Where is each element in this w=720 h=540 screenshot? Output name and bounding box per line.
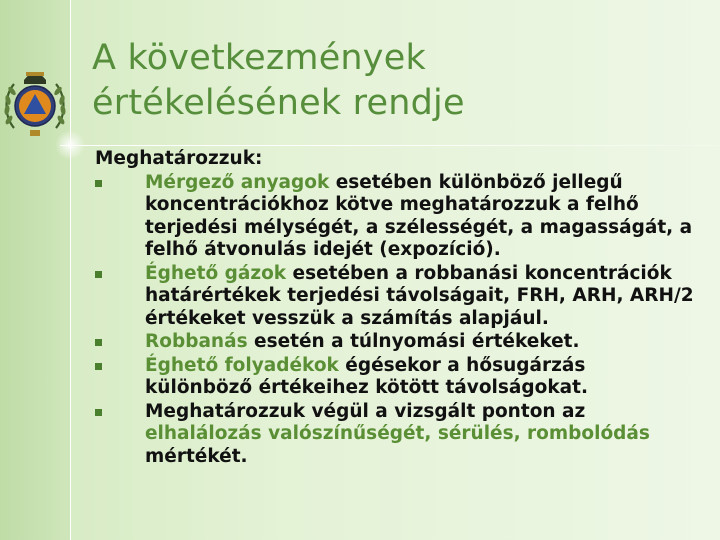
bullet-prefix: Meghatározzuk végül a vizsgált ponton az bbox=[145, 400, 586, 422]
intro-text: Meghatározzuk: bbox=[95, 148, 263, 169]
title-line-1: A következmények bbox=[92, 38, 426, 78]
bullet-list bbox=[95, 172, 695, 469]
bullet-text: égésekor a hősugárzás különböző értékeihez kötött távolságokat. bbox=[145, 354, 588, 398]
bullet-square-icon bbox=[95, 271, 102, 278]
list-item bbox=[95, 401, 695, 469]
bullet-highlight: Éghető folyadékok bbox=[145, 354, 339, 376]
title-line-2: értékelésének rendje bbox=[92, 83, 465, 123]
slide-title bbox=[92, 36, 465, 126]
bullet-text: esetén a túlnyomási értékeket. bbox=[247, 331, 580, 352]
civil-defense-emblem-icon bbox=[0, 60, 70, 140]
list-item bbox=[95, 331, 695, 354]
list-item bbox=[95, 172, 695, 262]
bullet-square-icon bbox=[95, 363, 102, 370]
bullet-highlight: Mérgező anyagok bbox=[145, 171, 330, 193]
bullet-highlight: elhalálozás valószínűségét, sérülés, rombolódás bbox=[145, 423, 650, 444]
horizontal-divider bbox=[60, 145, 720, 146]
slide-body bbox=[95, 148, 695, 469]
bullet-square-icon bbox=[95, 339, 102, 346]
bullet-square-icon bbox=[95, 180, 102, 187]
bullet-text: mértékét. bbox=[145, 445, 248, 467]
bullet-text: esetében a robbanási koncentrációk határértékek terjedési távolságait, FRH, ARH, ARH/2 értékeket vesszük a számítás alapjául. bbox=[145, 262, 694, 329]
bullet-square-icon bbox=[95, 409, 102, 416]
bullet-highlight: Éghető gázok bbox=[145, 262, 287, 284]
list-item bbox=[95, 355, 695, 400]
list-item bbox=[95, 263, 695, 331]
bullet-text: esetében különböző jellegű koncentrációkhoz kötve meghatározzuk a felhő terjedési mélységét, a szélességét, a magasságát, a felhő átvonulás idejét (expozíció). bbox=[145, 171, 693, 260]
bullet-highlight: Robbanás bbox=[145, 331, 248, 352]
vertical-divider bbox=[70, 0, 71, 540]
